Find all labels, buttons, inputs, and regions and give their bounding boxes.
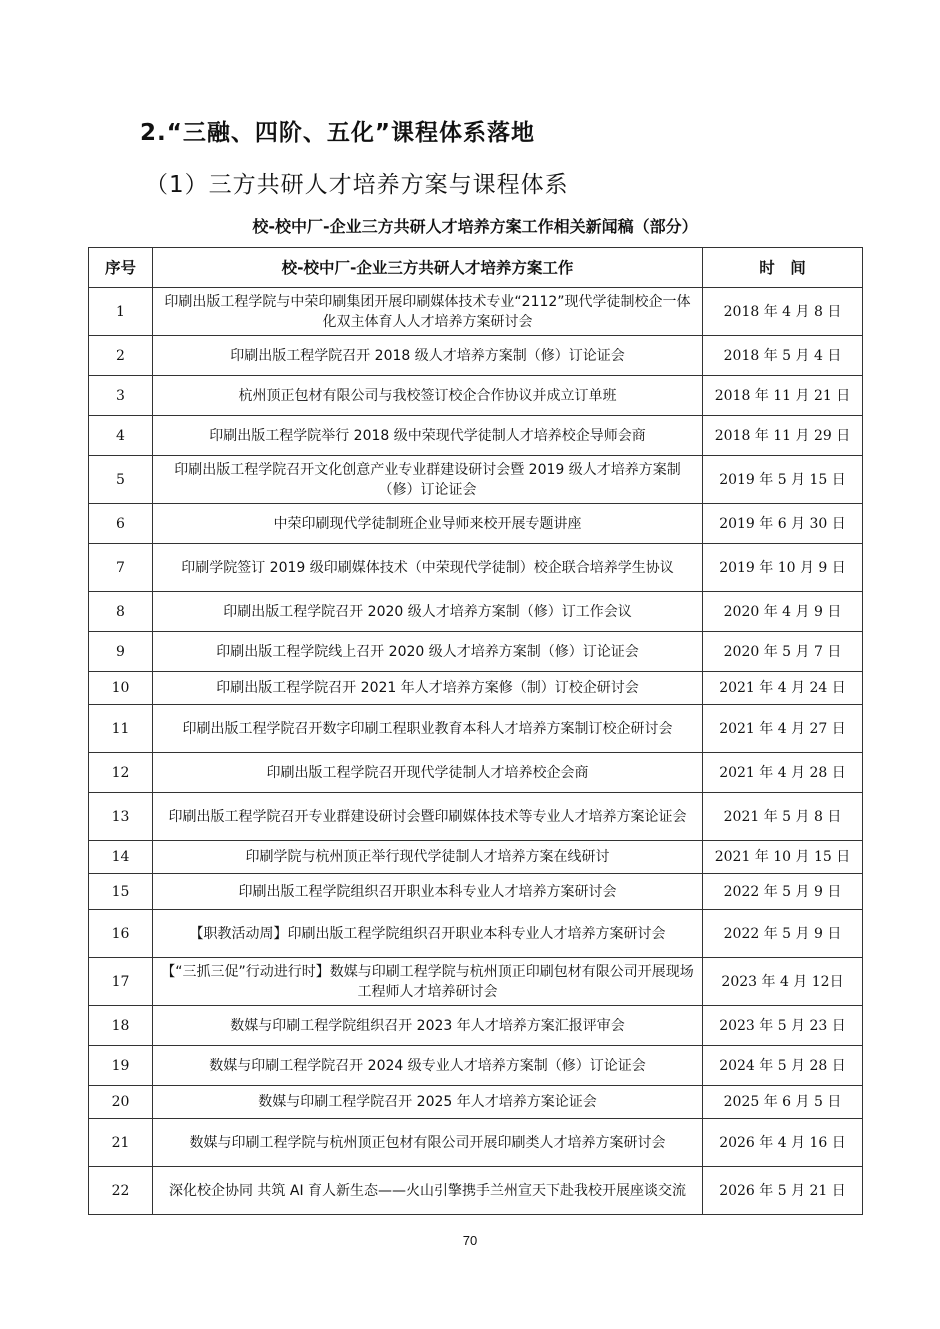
table-caption: 校-校中厂-企业三方共研人才培养方案工作相关新闻稿（部分） bbox=[252, 217, 698, 236]
row-work: 印刷出版工程学院召开现代学徒制人才培养校企会商 bbox=[153, 753, 703, 793]
row-index: 17 bbox=[89, 958, 153, 1006]
row-index: 20 bbox=[89, 1086, 153, 1119]
row-work: 印刷出版工程学院召开专业群建设研讨会暨印刷媒体技术等专业人才培养方案论证会 bbox=[153, 793, 703, 841]
row-work: 印刷学院签订 2019 级印刷媒体技术（中荣现代学徒制）校企联合培养学生协议 bbox=[153, 544, 703, 592]
row-time: 2019 年 10 月 9 日 bbox=[703, 544, 863, 592]
header-time: 时 间 bbox=[703, 248, 863, 288]
row-time: 2018 年 4 月 8 日 bbox=[703, 288, 863, 336]
row-index: 6 bbox=[89, 504, 153, 544]
row-time: 2018 年 11 月 29 日 bbox=[703, 416, 863, 456]
row-time: 2018 年 11 月 21 日 bbox=[703, 376, 863, 416]
row-index: 8 bbox=[89, 592, 153, 632]
row-index: 3 bbox=[89, 376, 153, 416]
row-work: 印刷出版工程学院与中荣印刷集团开展印刷媒体技术专业“2112”现代学徒制校企一体化双主体育人人才培养方案研讨会 bbox=[153, 288, 703, 336]
row-index: 11 bbox=[89, 705, 153, 753]
table-row bbox=[89, 456, 863, 504]
row-time: 2023 年 5 月 23 日 bbox=[703, 1006, 863, 1046]
table-row bbox=[89, 841, 863, 874]
row-index: 22 bbox=[89, 1167, 153, 1215]
row-work: 数媒与印刷工程学院召开 2024 级专业人才培养方案制（修）订论证会 bbox=[153, 1046, 703, 1086]
row-work: 印刷出版工程学院组织召开职业本科专业人才培养方案研讨会 bbox=[153, 874, 703, 910]
row-time: 2026 年 4 月 16 日 bbox=[703, 1119, 863, 1167]
table-row bbox=[89, 705, 863, 753]
row-work: 【职教活动周】印刷出版工程学院组织召开职业本科专业人才培养方案研讨会 bbox=[153, 910, 703, 958]
row-time: 2022 年 5 月 9 日 bbox=[703, 874, 863, 910]
row-time: 2022 年 5 月 9 日 bbox=[703, 910, 863, 958]
row-index: 2 bbox=[89, 336, 153, 376]
row-index: 10 bbox=[89, 672, 153, 705]
row-work: 【“三抓三促”行动进行时】数媒与印刷工程学院与杭州顶正印刷包材有限公司开展现场工程师人才培养研讨会 bbox=[153, 958, 703, 1006]
table-row bbox=[89, 1046, 863, 1086]
row-time: 2021 年 4 月 27 日 bbox=[703, 705, 863, 753]
row-index: 21 bbox=[89, 1119, 153, 1167]
table-header-row bbox=[89, 248, 863, 288]
table-row bbox=[89, 544, 863, 592]
row-work: 印刷学院与杭州顶正举行现代学徒制人才培养方案在线研讨 bbox=[153, 841, 703, 874]
row-index: 5 bbox=[89, 456, 153, 504]
row-time: 2021 年 10 月 15 日 bbox=[703, 841, 863, 874]
table-row bbox=[89, 1006, 863, 1046]
table-row bbox=[89, 672, 863, 705]
row-time: 2023 年 4 月 12日 bbox=[703, 958, 863, 1006]
row-time: 2020 年 4 月 9 日 bbox=[703, 592, 863, 632]
row-index: 9 bbox=[89, 632, 153, 672]
row-index: 19 bbox=[89, 1046, 153, 1086]
row-index: 13 bbox=[89, 793, 153, 841]
table-row bbox=[89, 376, 863, 416]
row-time: 2024 年 5 月 28 日 bbox=[703, 1046, 863, 1086]
row-work: 数媒与印刷工程学院与杭州顶正包材有限公司开展印刷类人才培养方案研讨会 bbox=[153, 1119, 703, 1167]
table-row bbox=[89, 793, 863, 841]
row-time: 2018 年 5 月 4 日 bbox=[703, 336, 863, 376]
row-index: 14 bbox=[89, 841, 153, 874]
table-row bbox=[89, 1119, 863, 1167]
row-work: 印刷出版工程学院召开数字印刷工程职业教育本科人才培养方案制订校企研讨会 bbox=[153, 705, 703, 753]
page-number: 70 bbox=[462, 1233, 478, 1248]
table-row bbox=[89, 874, 863, 910]
row-work: 数媒与印刷工程学院组织召开 2023 年人才培养方案汇报评审会 bbox=[153, 1006, 703, 1046]
header-index: 序号 bbox=[89, 248, 153, 288]
row-work: 中荣印刷现代学徒制班企业导师来校开展专题讲座 bbox=[153, 504, 703, 544]
row-index: 15 bbox=[89, 874, 153, 910]
row-time: 2020 年 5 月 7 日 bbox=[703, 632, 863, 672]
table-row bbox=[89, 1167, 863, 1215]
row-work: 印刷出版工程学院举行 2018 级中荣现代学徒制人才培养校企导师会商 bbox=[153, 416, 703, 456]
row-work: 杭州顶正包材有限公司与我校签订校企合作协议并成立订单班 bbox=[153, 376, 703, 416]
table-row bbox=[89, 416, 863, 456]
table-row bbox=[89, 336, 863, 376]
row-index: 18 bbox=[89, 1006, 153, 1046]
row-work: 印刷出版工程学院召开文化创意产业专业群建设研讨会暨 2019 级人才培养方案制（修）订论证会 bbox=[153, 456, 703, 504]
table-row bbox=[89, 632, 863, 672]
table-row bbox=[89, 910, 863, 958]
row-time: 2019 年 5 月 15 日 bbox=[703, 456, 863, 504]
table-row bbox=[89, 958, 863, 1006]
row-index: 4 bbox=[89, 416, 153, 456]
row-work: 印刷出版工程学院召开 2021 年人才培养方案修（制）订校企研讨会 bbox=[153, 672, 703, 705]
subsection-title: （1）三方共研人才培养方案与课程体系 bbox=[145, 172, 569, 198]
row-index: 16 bbox=[89, 910, 153, 958]
table-body bbox=[89, 288, 863, 1215]
row-work: 印刷出版工程学院线上召开 2020 级人才培养方案制（修）订论证会 bbox=[153, 632, 703, 672]
row-time: 2019 年 6 月 30 日 bbox=[703, 504, 863, 544]
section-title: 2.“三融、四阶、五化”课程体系落地 bbox=[140, 120, 535, 146]
header-work: 校-校中厂-企业三方共研人才培养方案工作 bbox=[153, 248, 703, 288]
table-row bbox=[89, 288, 863, 336]
row-time: 2021 年 4 月 28 日 bbox=[703, 753, 863, 793]
table-row bbox=[89, 1086, 863, 1119]
row-work: 数媒与印刷工程学院召开 2025 年人才培养方案论证会 bbox=[153, 1086, 703, 1119]
row-time: 2025 年 6 月 5 日 bbox=[703, 1086, 863, 1119]
table-row bbox=[89, 592, 863, 632]
row-time: 2026 年 5 月 21 日 bbox=[703, 1167, 863, 1215]
row-work: 印刷出版工程学院召开 2018 级人才培养方案制（修）订论证会 bbox=[153, 336, 703, 376]
news-table bbox=[88, 247, 863, 1215]
row-index: 1 bbox=[89, 288, 153, 336]
row-index: 12 bbox=[89, 753, 153, 793]
row-work: 深化校企协同 共筑 AI 育人新生态——火山引擎携手兰州宣天下赴我校开展座谈交流 bbox=[153, 1167, 703, 1215]
table-row bbox=[89, 504, 863, 544]
table-row bbox=[89, 753, 863, 793]
row-index: 7 bbox=[89, 544, 153, 592]
row-time: 2021 年 4 月 24 日 bbox=[703, 672, 863, 705]
row-work: 印刷出版工程学院召开 2020 级人才培养方案制（修）订工作会议 bbox=[153, 592, 703, 632]
row-time: 2021 年 5 月 8 日 bbox=[703, 793, 863, 841]
